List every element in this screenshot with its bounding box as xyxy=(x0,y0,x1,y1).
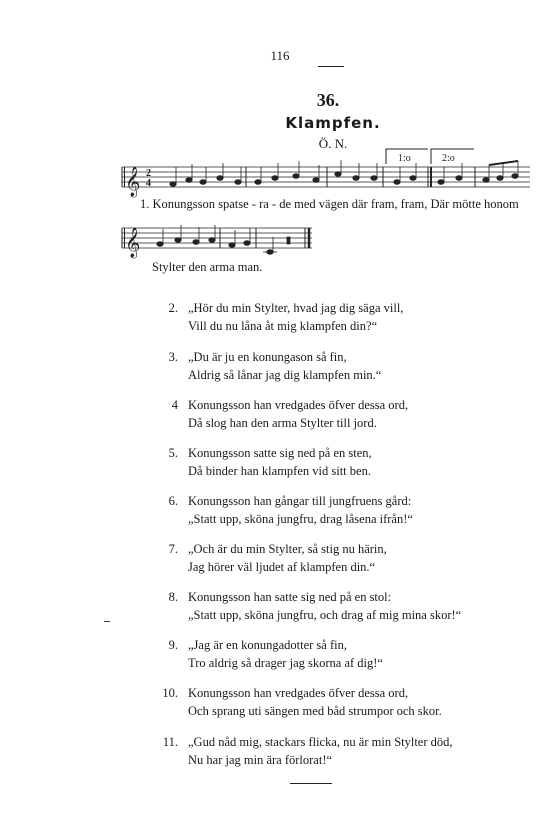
verse-line: Vill du nu låna åt mig klampfen din?“ xyxy=(188,319,378,333)
verse-line: Då binder han klampfen vid sitt ben. xyxy=(188,464,371,478)
song-origin: Ö. N. xyxy=(318,136,348,151)
verse-number: 6. xyxy=(168,494,178,508)
verse-number: 3. xyxy=(168,350,178,364)
verse-number: 8. xyxy=(168,590,178,604)
verse-line: „Jag är en konungadotter så fin, xyxy=(188,638,347,652)
verse-number: 4 xyxy=(171,398,178,412)
margin-mark xyxy=(104,621,110,622)
verse-line: Nu har jag min ära förlorat!“ xyxy=(188,753,333,767)
verse-line: „Och är du min Stylter, så stig nu härin, xyxy=(188,542,387,556)
verse-line: Då slog han den arma Stylter till jord. xyxy=(188,416,377,430)
staff-line-2 xyxy=(122,228,312,248)
staff-line-1 xyxy=(122,167,530,187)
treble-clef-icon: 𝄞 xyxy=(125,167,141,197)
song-title: Klampfen. xyxy=(285,114,381,132)
notes-line-2 xyxy=(157,225,290,254)
verse-line: „Du är ju en konungason så fin, xyxy=(188,350,347,364)
music-notation xyxy=(0,0,560,300)
verse-number: 10. xyxy=(162,686,178,700)
verse-line: Konungsson han vredgades öfver dessa ord, xyxy=(188,398,409,412)
verse-line: Och sprang uti sängen med båd strumpor och skor. xyxy=(188,704,442,718)
verse-line: Aldrig så lånar jag dig klampfen min.“ xyxy=(188,368,382,382)
end-rule xyxy=(290,783,332,784)
verse-line: „Hör du min Stylter, hvad jag dig säga vill, xyxy=(188,301,404,315)
verse-number: 2. xyxy=(168,301,178,315)
verse-line: Konungsson han gångar till jungfruens gård: xyxy=(188,494,412,508)
time-signature-bottom: 4 xyxy=(146,178,151,189)
lyric-line-2: Stylter den arma man. xyxy=(152,260,263,274)
verse-line: „Statt upp, sköna jungfru, drag låsena ifrån!“ xyxy=(188,512,413,526)
volta-2-label: 2:o xyxy=(442,153,455,164)
verse-line: „Gud nåd mig, stackars flicka, nu är min Stylter död, xyxy=(188,735,453,749)
verse-number: 5. xyxy=(168,446,178,460)
verse-line: Tro aldrig så drager jag skorna af dig!“ xyxy=(188,656,383,670)
verse-number: 9. xyxy=(168,638,178,652)
verse-line: Jag hörer väl ljudet af klampfen din.“ xyxy=(188,560,376,574)
verse-line: Konungsson satte sig ned på en sten, xyxy=(188,446,372,460)
time-signature-top: 2 xyxy=(146,168,151,179)
verse-line: Konungsson han satte sig ned på en stol: xyxy=(188,590,392,604)
treble-clef-icon: 𝄞 xyxy=(125,228,141,258)
verse-line: „Statt upp, sköna jungfru, och drag af mig mina skor!“ xyxy=(188,608,462,622)
song-number: 36. xyxy=(316,90,340,110)
lyric-line-1: 1. Konungsson spatse - ra - de med vägen där fram, fram, Där mötte honom xyxy=(140,197,519,211)
volta-1-label: 1:o xyxy=(398,153,411,164)
page-number: 116 xyxy=(270,48,290,63)
verse-line: Konungsson han vredgades öfver dessa ord, xyxy=(188,686,409,700)
verse-number: 7. xyxy=(168,542,178,556)
verse-number: 11. xyxy=(162,735,178,749)
